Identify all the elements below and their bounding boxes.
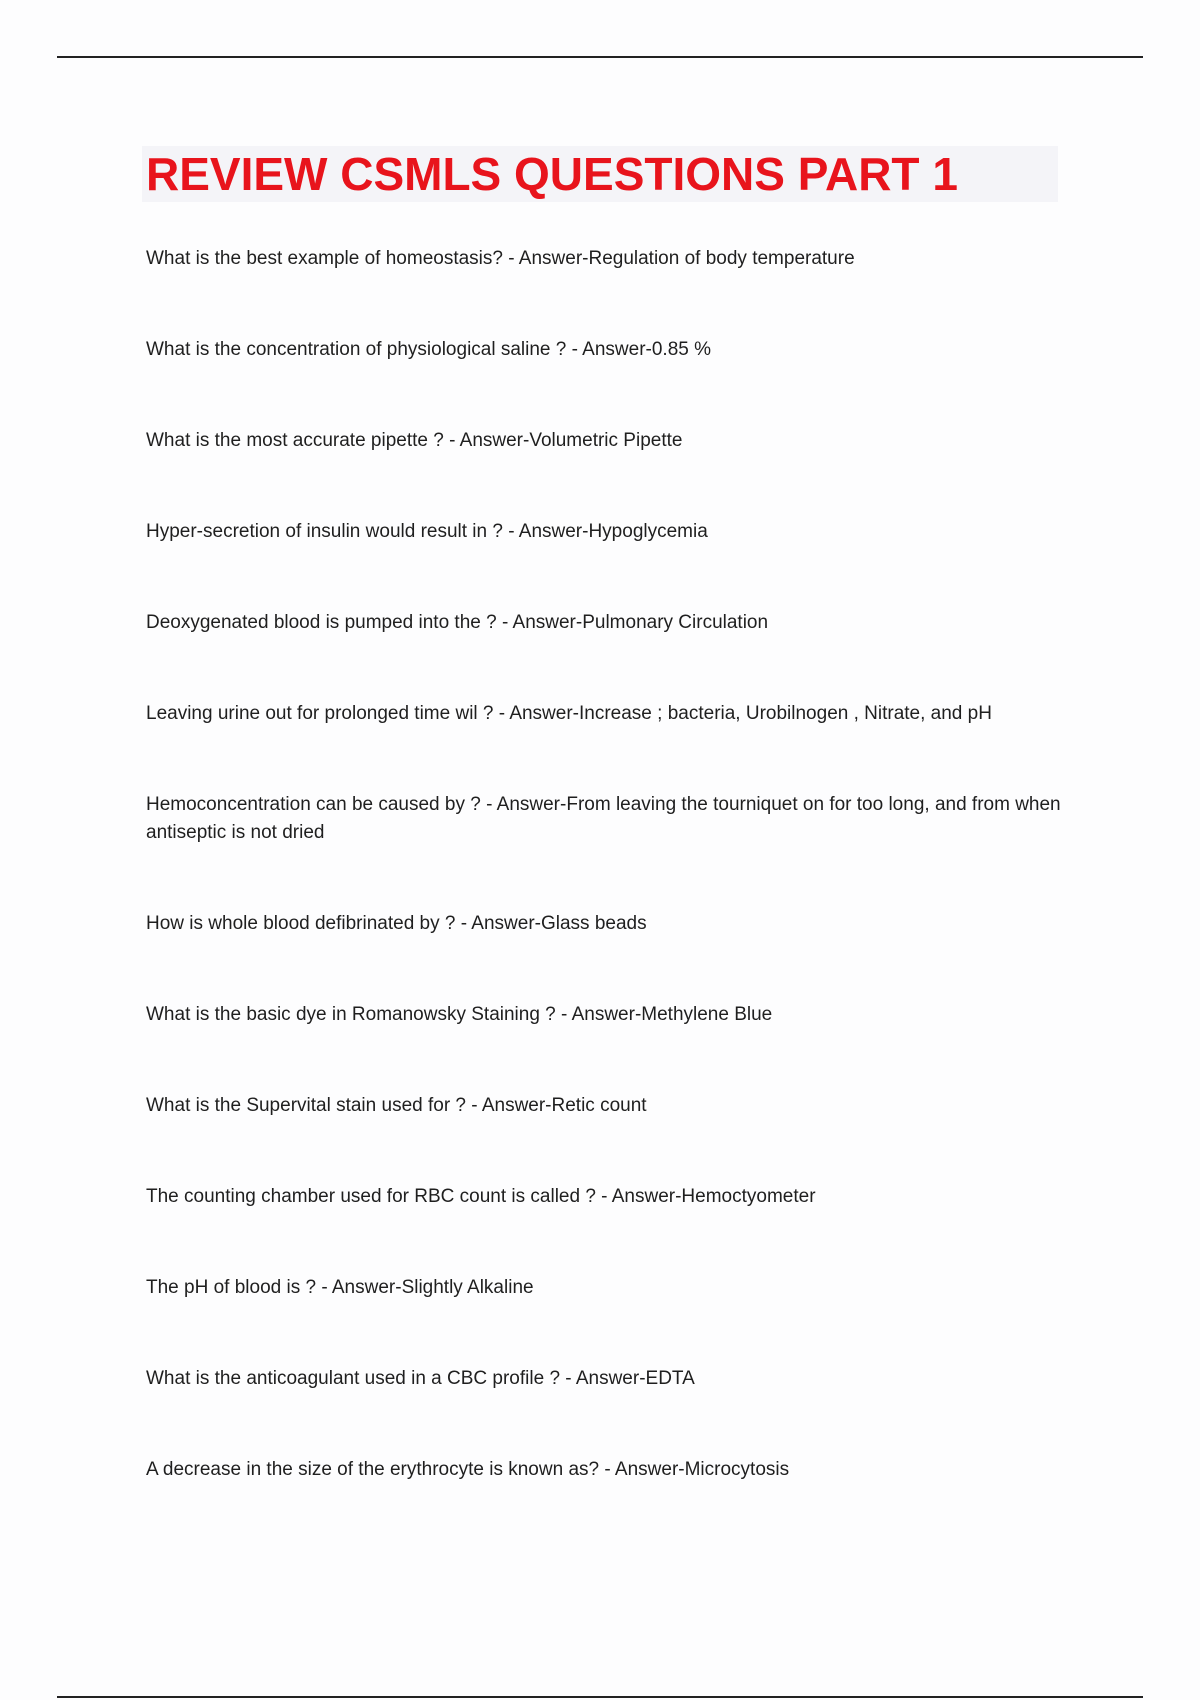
- question-answer-item: What is the most accurate pipette ? - Answer-Volumetric Pipette: [146, 430, 683, 451]
- question-answer-item: Hyper-secretion of insulin would result in ? - Answer-Hypoglycemia: [146, 521, 708, 542]
- question-answer-item: The counting chamber used for RBC count is called ? - Answer-Hemoctyometer: [146, 1186, 816, 1207]
- question-answer-item: Deoxygenated blood is pumped into the ? - Answer-Pulmonary Circulation: [146, 612, 769, 633]
- question-answer-item: Leaving urine out for prolonged time wil ? - Answer-Increase ; bacteria, Urobilnogen , Nitrate, and pH: [146, 703, 992, 724]
- question-answer-item: What is the anticoagulant used in a CBC profile ? - Answer-EDTA: [146, 1368, 695, 1389]
- question-answer-item: Hemoconcentration can be caused by ? - Answer-From leaving the tourniquet on for too long, and from when antiseptic is not dried: [146, 794, 1061, 843]
- question-answer-item: A decrease in the size of the erythrocyte is known as? - Answer-Microcytosis: [146, 1459, 790, 1480]
- document-title: REVIEW CSMLS QUESTIONS PART 1: [146, 148, 958, 200]
- page-bottom-rule: [57, 1696, 1143, 1698]
- question-answer-item: The pH of blood is ? - Answer-Slightly Alkaline: [146, 1277, 534, 1298]
- question-answer-item: What is the concentration of physiological saline ? - Answer-0.85 %: [146, 339, 712, 360]
- page-top-rule: [57, 56, 1143, 58]
- question-answer-item: What is the best example of homeostasis? - Answer-Regulation of body temperature: [146, 248, 855, 269]
- question-answer-item: What is the basic dye in Romanowsky Staining ? - Answer-Methylene Blue: [146, 1004, 773, 1025]
- question-answer-item: What is the Supervital stain used for ? - Answer-Retic count: [146, 1095, 647, 1116]
- question-answer-item: How is whole blood defibrinated by ? - Answer-Glass beads: [146, 913, 647, 934]
